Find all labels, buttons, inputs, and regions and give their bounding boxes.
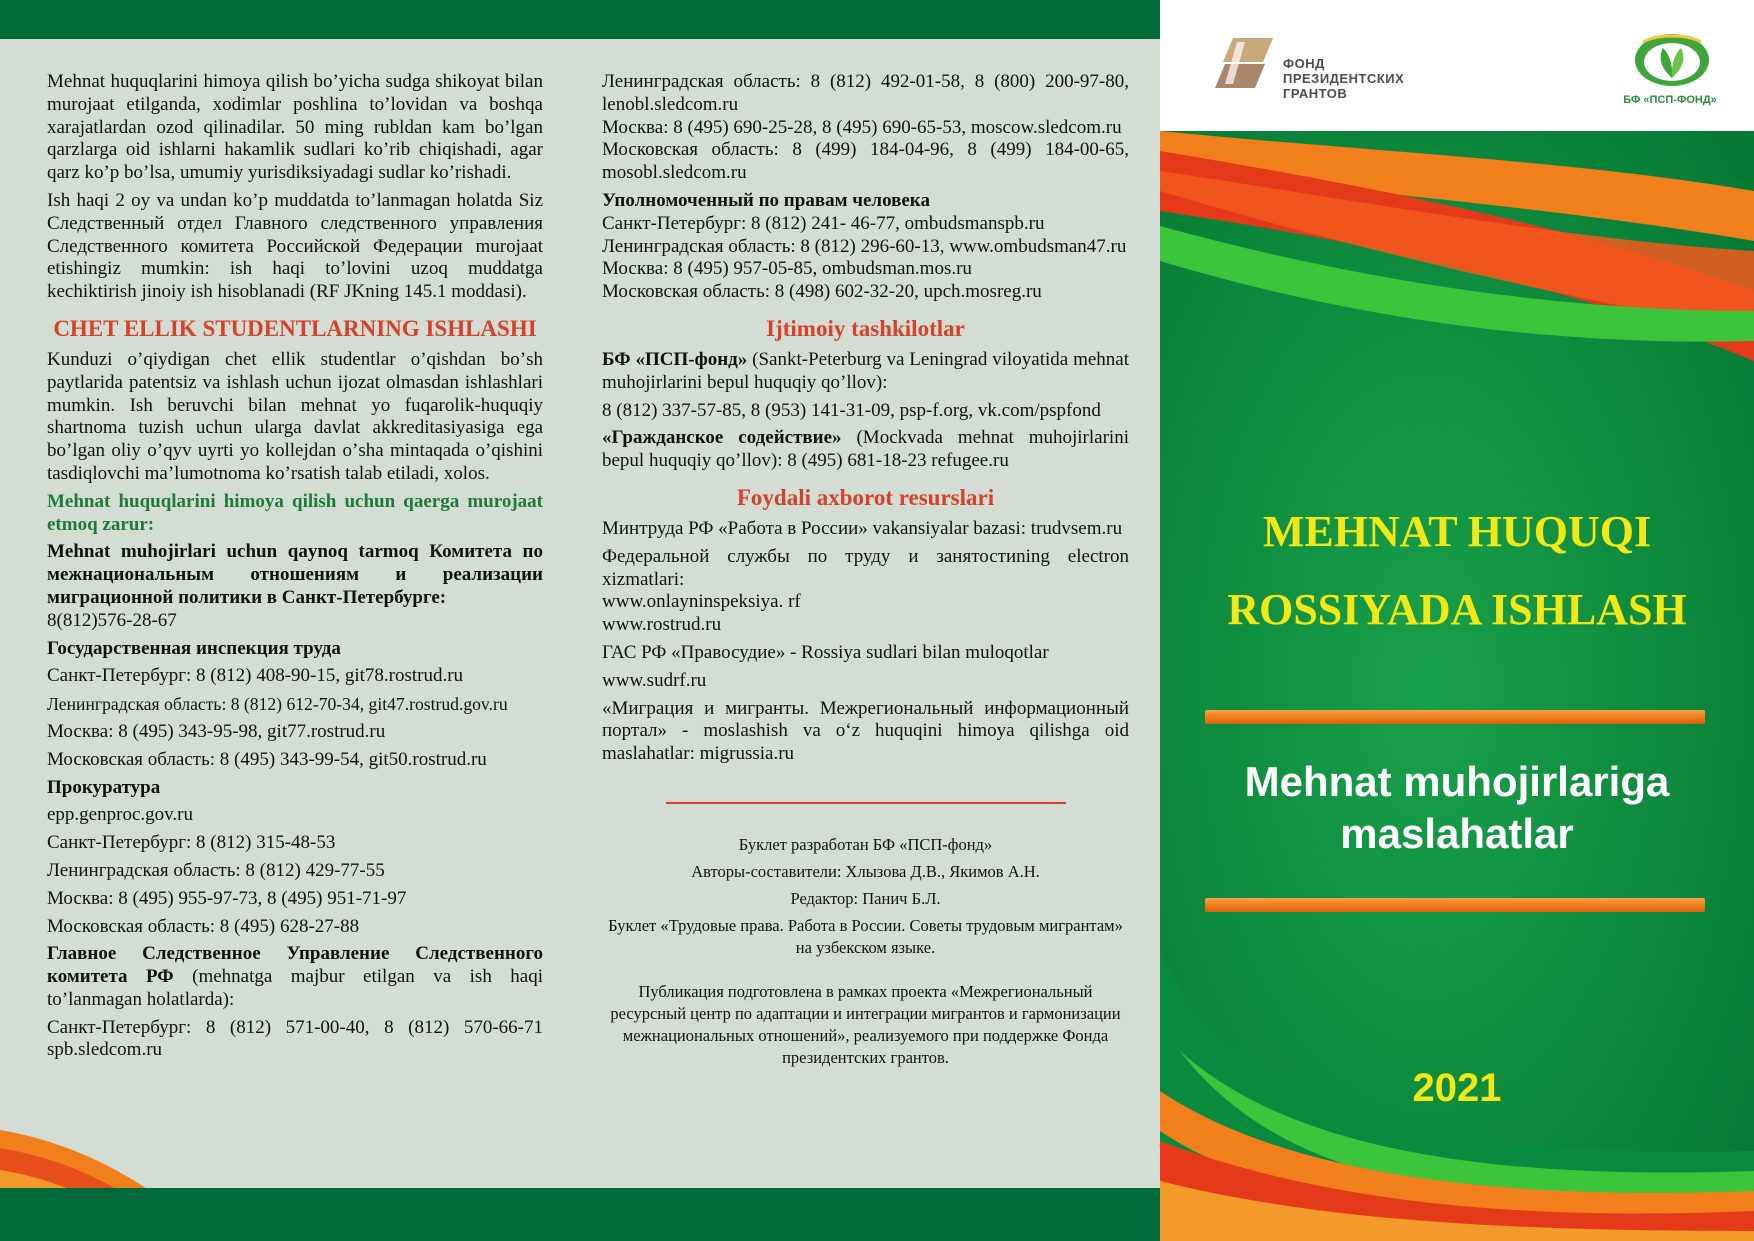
contact-line: Санкт-Петербург: 8 (812) 241- 46-77, ombudsmanspb.ru xyxy=(602,212,1045,234)
contact-line: Московская область: 8 (495) 343-99-54, git50.rostrud.ru xyxy=(47,748,487,770)
contact-line: Москва: 8 (495) 343-95-98, git77.rostrud.ru xyxy=(47,720,386,742)
investigation-committee-title: Главное Следственное Управление Следственного комитета РФ xyxy=(47,943,543,988)
cover-subtitle-line: Mehnat muhojirlariga xyxy=(1244,758,1670,805)
cover-panel xyxy=(1160,0,1754,1241)
fpg-logo-text xyxy=(1283,56,1404,101)
psp-leaf-icon xyxy=(1633,32,1711,88)
hotline-label: Mehnat muhojirlari uchun qaynoq tarmoq Комитета по межнациональным отношениям и реализации миграционной политики в Санкт-Петербурге: xyxy=(47,541,543,608)
resource-item: www.onlayninspeksiya. rf xyxy=(602,591,801,613)
contact-line: Москва: 8 (495) 955-97-73, 8 (495) 951-71-97 xyxy=(47,887,407,909)
fpg-logo-line: ПРЕЗИДЕНТСКИХ xyxy=(1283,71,1405,86)
contact-line: Ленинградская область: 8 (812) 429-77-55 xyxy=(47,859,385,881)
contact-line: Санкт-Петербург: 8 (812) 571-00-40, 8 (812) 570-66-71 spb.sledcom.ru xyxy=(47,1016,543,1061)
resource-item: www.sudrf.ru xyxy=(602,669,707,691)
contact-line: Ленинградская область: 8 (812) 492-01-58, 8 (800) 200-97-80, lenobl.sledcom.ru xyxy=(602,71,1129,115)
contact-line: Санкт-Петербург: 8 (812) 315-48-53 xyxy=(47,832,336,854)
hotline-phone: 8(812)576-28-67 xyxy=(47,609,177,631)
fpg-logo-line: ФОНД xyxy=(1283,56,1325,71)
contact-line: Москва: 8 (495) 957-05-85, ombudsman.mos.ru xyxy=(602,258,972,280)
credit-line: Редактор: Панич Б.Л. xyxy=(790,888,941,908)
cover-subtitle xyxy=(1160,756,1754,860)
column-left xyxy=(47,71,543,1067)
credit-line: Буклет разработан БФ «ПСП-фонд» xyxy=(738,834,993,854)
civil-assistance-block xyxy=(602,427,1129,473)
prosecutor-heading: Прокуратура xyxy=(47,776,161,798)
contact-line: Ленинградская область: 8 (812) 612-70-34, git47.rostrud.gov.ru xyxy=(47,694,508,715)
contact-line: Санкт-Петербург: 8 (812) 408-90-15, git78.rostrud.ru xyxy=(47,665,464,687)
resource-item: www.rostrud.ru xyxy=(602,614,722,636)
credit-line: Буклет «Трудовые права. Работа в России. Советы трудовым мигрантам» на узбекском языке. xyxy=(608,915,1123,957)
heading-social-orgs: Ijtimoiy tashkilotlar xyxy=(766,315,965,341)
contact-line: epp.genproc.gov.ru xyxy=(47,804,193,826)
psp-logo-text: БФ «ПСП-ФОНД» xyxy=(1623,94,1717,106)
resource-item: «Миграция и мигранты. Межрегиональный информационный портал» - moslashish va oʻz huquqini himoya qilishga oid maslahatlar: migrussia.ru xyxy=(602,697,1129,765)
bottom-green-band xyxy=(0,1188,1160,1241)
ombudsman-heading: Уполномоченный по правам человека xyxy=(602,189,930,211)
presidential-grants-fund-logo xyxy=(1215,36,1435,111)
paragraph-students: Kunduzi oʼqiydigan chet ellik studentlar oʼqishdan boʼsh paytlarida patentsiz va ishlash uchun ijozat olmasdan ishlashlari mumkin. Ish beruvchi bilan mehnat yo fuqarolik-huquqiy shartnoma tuzish uchun ularga davlat akkreditasiyasiga ega boʼlgan oliy oʼqyv uyrti yo kollejdan oʼsha mintaqada oʼqishini tasdiqlovchi maʼlumotnoma koʼrsatish talab etiladi, xolos. xyxy=(47,348,543,484)
cover-year: 2021 xyxy=(1412,1066,1502,1110)
paragraph-court: Mehnat huquqlarini himoya qilish boʼyicha sudga shikoyat bilan murojaat etilganda, xodimlar poshlina toʼlovidan va boshqa xarajatlardan ozod qilinadilar. 50 ming rubldan kam boʼlgan qarzlarga oid ishlarni hakamlik sudlari koʼrib chiqishadi, agar qarz koʼp boʼlsa, umumiy yurisdiksiyadagi sudlar koʼrishadi. xyxy=(47,71,543,184)
section-divider xyxy=(666,802,1066,804)
fpg-logo-icon xyxy=(1215,36,1275,91)
fpg-logo-line: ГРАНТОВ xyxy=(1283,86,1348,101)
column-middle xyxy=(602,71,1129,1074)
psp-fund-note: (Sankt-Peterburg va Leningrad viloyatida mehnat muhojirlarini bepul huquqiy qoʼllov): xyxy=(602,348,1130,393)
investigation-committee-note: (mehnatga majbur etilgan va ish haqi toʼlanmagan holatlarda): xyxy=(47,966,544,1010)
heading-resources: Foydali axborot resurslari xyxy=(736,484,995,510)
labor-inspection-heading: Государственная инспекция труда xyxy=(47,637,341,659)
top-green-band xyxy=(0,0,1160,39)
resource-item: ГАС РФ «Правосудие» - Rossiya sudlari bilan muloqotlar xyxy=(602,641,1049,663)
civil-assistance-note: (Mockvada mehnat muhojirlarini bepul huquqiy qoʼllov): 8 (495) 681-18-23 refugee.ru xyxy=(602,427,1129,472)
contact-line: 8 (812) 337-57-85, 8 (953) 141-31-09, psp-f.org, vk.com/pspfond xyxy=(602,399,1101,421)
publication-note: Публикация подготовлена в рамках проекта «Межрегиональный ресурсный центр по адаптации и интеграции мигрантов и гармонизации межнациональных отношений», реализуемого при поддержке Фонда президентских грантов. xyxy=(610,981,1121,1067)
cover-title-line2: ROSSIYADA ISHLASH xyxy=(1227,585,1687,634)
psp-fund-title: БФ «ПСП-фонд» xyxy=(602,348,748,370)
resource-item: Федеральной службы по труду и занятостиning electron xizmatlari: xyxy=(602,545,1129,590)
orange-divider-bar xyxy=(1205,898,1705,912)
credits-block xyxy=(602,834,1129,1069)
investigation-committee-block xyxy=(47,943,543,1011)
psp-fund-block xyxy=(602,349,1129,395)
orange-divider-bar xyxy=(1205,710,1705,724)
contact-line: Московская область: 8 (499) 184-04-96, 8 (499) 184-00-65, mosobl.sledcom.ru xyxy=(602,139,1129,184)
cover-title-line1: MEHNAT HUQUQI xyxy=(1262,507,1652,556)
cover-subtitle-line: maslahatlar xyxy=(1340,810,1574,857)
contact-line: Московская область: 8 (498) 602-32-20, upch.mosreg.ru xyxy=(602,281,1042,303)
contact-line: Москва: 8 (495) 690-25-28, 8 (495) 690-65-53, moscow.sledcom.ru xyxy=(602,116,1122,138)
paragraph-investigation: Ish haqi 2 oy va undan koʼp muddatda toʼlanmagan holatda Siz Следственный отдел Главного следственного управления Следственного комитета Российской Федерации murojaat etishingiz mumkin: ish haqi toʼlovini uzoq muddatga kechiktirish jinoiy ish hisoblanadi (RF JKning 145.1 moddasi). xyxy=(47,189,543,303)
heading-students: CHET ELLIK STUDENTLARNING ISHLASHI xyxy=(53,315,537,341)
contact-line: Московская область: 8 (495) 628-27-88 xyxy=(47,915,360,937)
psp-fund-logo xyxy=(1605,32,1735,112)
resource-item: Минтруда РФ «Работа в России» vakansiyalar bazasi: trudvsem.ru xyxy=(602,517,1123,539)
where-to-apply-note: Mehnat huquqlarini himoya qilish uchun qaerga murojaat etmoq zarur: xyxy=(47,490,543,535)
civil-assistance-title: «Гражданское содействие» xyxy=(602,427,842,449)
contact-line: Ленинградская область: 8 (812) 296-60-13, www.ombudsman47.ru xyxy=(602,235,1127,257)
credit-line: Авторы-составители: Хлызова Д.В., Якимов А.Н. xyxy=(691,861,1040,881)
